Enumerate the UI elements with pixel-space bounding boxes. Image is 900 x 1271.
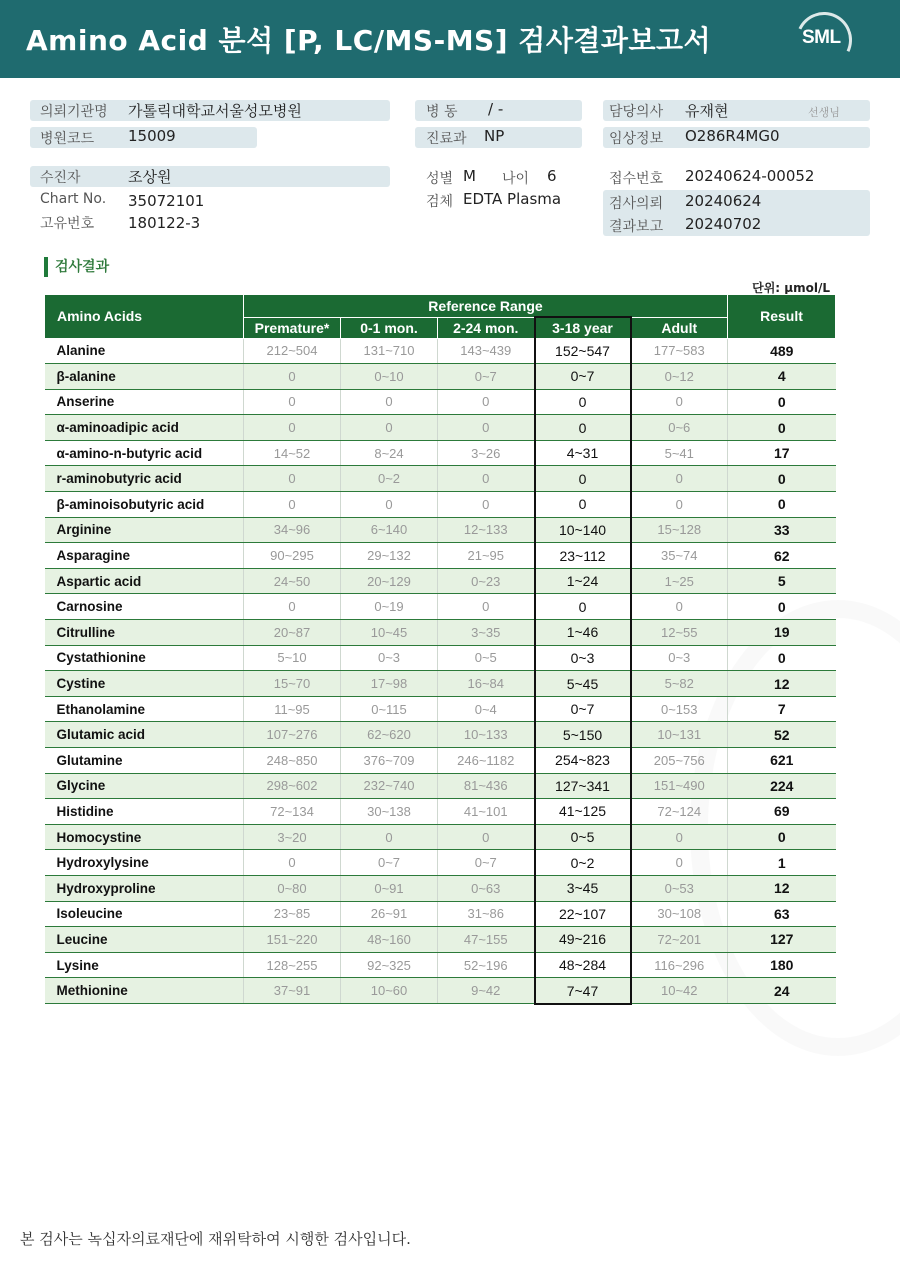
reference-range-cell: 90~295 [244, 543, 341, 569]
amino-acid-name: r-aminobutyric acid [45, 466, 244, 492]
table-row [45, 440, 836, 466]
reference-range-cell: 0 [631, 824, 728, 850]
reference-range-cell: 30~108 [631, 901, 728, 927]
unique-label: 고유번호 [40, 216, 95, 232]
table-row [45, 799, 836, 825]
amino-acid-name: Histidine [45, 799, 244, 825]
reference-range-cell: 0 [244, 466, 341, 492]
result-value: 12 [728, 671, 836, 697]
reference-range-cell: 0 [341, 824, 438, 850]
reference-range-cell: 81~436 [438, 773, 535, 799]
reference-range-cell: 151~490 [631, 773, 728, 799]
table-row [45, 645, 836, 671]
reference-range-cell: 0 [535, 594, 631, 620]
chart-value: 35072101 [128, 192, 205, 210]
reference-range-cell: 3~20 [244, 824, 341, 850]
reference-range-cell: 1~46 [535, 620, 631, 646]
result-value: 0 [728, 824, 836, 850]
reference-range-cell: 3~26 [438, 440, 535, 466]
reference-range-cell: 5~82 [631, 671, 728, 697]
table-row [45, 568, 836, 594]
hospital-code-value: 15009 [128, 127, 176, 145]
reference-range-cell: 0~91 [341, 875, 438, 901]
col-header-amino-acids: Amino Acids [45, 295, 244, 339]
reference-range-cell: 5~45 [535, 671, 631, 697]
result-value: 224 [728, 773, 836, 799]
reference-range-cell: 0~153 [631, 696, 728, 722]
amino-acid-name: Anserine [45, 389, 244, 415]
reference-range-cell: 127~341 [535, 773, 631, 799]
unique-value: 180122-3 [128, 214, 201, 232]
reference-range-cell: 12~133 [438, 517, 535, 543]
reference-range-cell: 298~602 [244, 773, 341, 799]
table-row [45, 952, 836, 978]
reference-range-cell: 0~115 [341, 696, 438, 722]
dept-label: 진료과 [426, 131, 467, 147]
reference-range-cell: 3~35 [438, 620, 535, 646]
col-header-2-24-mon: 2-24 mon. [438, 317, 535, 338]
reference-range-cell: 152~547 [535, 338, 631, 364]
reference-range-cell: 4~31 [535, 440, 631, 466]
reference-range-cell: 48~160 [341, 927, 438, 953]
reference-range-cell: 0 [244, 364, 341, 390]
reference-range-cell: 11~95 [244, 696, 341, 722]
reference-range-cell: 10~42 [631, 978, 728, 1004]
result-value: 0 [728, 645, 836, 671]
table-row [45, 927, 836, 953]
reference-range-cell: 3~45 [535, 875, 631, 901]
patient-label: 수진자 [40, 170, 81, 186]
amino-acid-name: Hydroxyproline [45, 875, 244, 901]
reference-range-cell: 47~155 [438, 927, 535, 953]
amino-acid-name: Hydroxylysine [45, 850, 244, 876]
reference-range-cell: 23~85 [244, 901, 341, 927]
reference-range-cell: 0~4 [438, 696, 535, 722]
reference-range-cell: 0 [438, 824, 535, 850]
reference-range-cell: 0 [438, 415, 535, 441]
reference-range-cell: 10~45 [341, 620, 438, 646]
reference-range-cell: 72~201 [631, 927, 728, 953]
table-row [45, 543, 836, 569]
reference-range-cell: 31~86 [438, 901, 535, 927]
reference-range-cell: 246~1182 [438, 748, 535, 774]
amino-acid-name: Methionine [45, 978, 244, 1004]
reference-range-cell: 52~196 [438, 952, 535, 978]
amino-acid-name: Leucine [45, 927, 244, 953]
reference-range-cell: 26~91 [341, 901, 438, 927]
table-row [45, 389, 836, 415]
reference-range-cell: 0~7 [438, 850, 535, 876]
reference-range-cell: 131~710 [341, 338, 438, 364]
reference-range-cell: 30~138 [341, 799, 438, 825]
amino-acid-name: α-aminoadipic acid [45, 415, 244, 441]
reference-range-cell: 0~5 [438, 645, 535, 671]
reference-range-cell: 151~220 [244, 927, 341, 953]
reference-range-cell: 143~439 [438, 338, 535, 364]
specimen-label: 검체 [426, 194, 454, 210]
table-row [45, 748, 836, 774]
hospital-code-label: 병원코드 [40, 131, 95, 147]
reference-range-cell: 0~2 [535, 850, 631, 876]
reference-range-cell: 0 [244, 492, 341, 518]
reference-range-cell: 248~850 [244, 748, 341, 774]
reference-range-cell: 0~3 [631, 645, 728, 671]
reference-range-cell: 0 [631, 492, 728, 518]
result-value: 33 [728, 517, 836, 543]
col-header-adult: Adult [631, 317, 728, 338]
reference-range-cell: 0~7 [535, 364, 631, 390]
reference-range-cell: 0~3 [535, 645, 631, 671]
col-header-0-1-mon: 0-1 mon. [341, 317, 438, 338]
reference-range-cell: 0~12 [631, 364, 728, 390]
sml-logo [796, 12, 854, 66]
ward-label: 병 동 [426, 104, 458, 120]
sex-label: 성별 [426, 171, 454, 187]
report-header [0, 0, 900, 78]
reference-range-cell: 34~96 [244, 517, 341, 543]
result-value: 17 [728, 440, 836, 466]
reference-range-cell: 17~98 [341, 671, 438, 697]
amino-acid-name: Ethanolamine [45, 696, 244, 722]
reference-range-cell: 5~150 [535, 722, 631, 748]
reference-range-cell: 0~7 [438, 364, 535, 390]
reference-range-cell: 48~284 [535, 952, 631, 978]
reference-range-cell: 62~620 [341, 722, 438, 748]
reference-range-cell: 0~7 [341, 850, 438, 876]
reference-range-cell: 107~276 [244, 722, 341, 748]
reference-range-cell: 254~823 [535, 748, 631, 774]
result-value: 0 [728, 389, 836, 415]
doctor-suffix: 선생님 [808, 106, 840, 119]
institution-label: 의뢰기관명 [40, 104, 108, 120]
reference-range-cell: 20~87 [244, 620, 341, 646]
reference-range-cell: 15~128 [631, 517, 728, 543]
reference-range-cell: 41~125 [535, 799, 631, 825]
report-title: Amino Acid 분석 [P, LC/MS-MS] 검사결과보고서 [26, 24, 712, 57]
reference-range-cell: 7~47 [535, 978, 631, 1004]
amino-acid-name: Aspartic acid [45, 568, 244, 594]
amino-acid-name: Glutamic acid [45, 722, 244, 748]
reference-range-cell: 92~325 [341, 952, 438, 978]
patient-value: 조상원 [128, 168, 172, 186]
reference-range-cell: 0 [244, 594, 341, 620]
reference-range-cell: 0 [535, 492, 631, 518]
result-value: 12 [728, 875, 836, 901]
amino-acid-name: Alanine [45, 338, 244, 364]
table-row [45, 594, 836, 620]
reference-range-cell: 72~134 [244, 799, 341, 825]
dept-value: NP [484, 127, 505, 145]
result-value: 0 [728, 594, 836, 620]
reference-range-cell: 128~255 [244, 952, 341, 978]
table-row [45, 338, 836, 364]
amino-acid-name: Lysine [45, 952, 244, 978]
result-value: 0 [728, 415, 836, 441]
age-label: 나이 [502, 171, 530, 187]
reference-range-cell: 5~41 [631, 440, 728, 466]
reference-range-cell: 0 [341, 415, 438, 441]
amino-acid-name: Cystathionine [45, 645, 244, 671]
table-row [45, 875, 836, 901]
col-header-result: Result [728, 295, 836, 339]
reference-range-cell: 0~3 [341, 645, 438, 671]
result-value: 127 [728, 927, 836, 953]
result-value: 489 [728, 338, 836, 364]
chart-label: Chart No. [40, 191, 107, 207]
specimen-value: EDTA Plasma [463, 190, 562, 208]
receipt-label: 접수번호 [609, 171, 664, 187]
reference-range-cell: 10~131 [631, 722, 728, 748]
col-header-premature: Premature* [244, 317, 341, 338]
reference-range-cell: 72~124 [631, 799, 728, 825]
reference-range-cell: 232~740 [341, 773, 438, 799]
table-row [45, 671, 836, 697]
result-value: 4 [728, 364, 836, 390]
request-label: 검사의뢰 [609, 196, 664, 212]
table-row [45, 415, 836, 441]
reference-range-cell: 0~80 [244, 875, 341, 901]
sex-value: M [463, 167, 476, 185]
ward-value: / - [488, 100, 504, 118]
result-value: 52 [728, 722, 836, 748]
reference-range-cell: 0 [631, 389, 728, 415]
receipt-value: 20240624-00052 [685, 167, 815, 185]
table-row [45, 824, 836, 850]
reference-range-cell: 0~10 [341, 364, 438, 390]
reference-range-cell: 205~756 [631, 748, 728, 774]
reference-range-cell: 0 [631, 594, 728, 620]
reference-range-cell: 9~42 [438, 978, 535, 1004]
reference-range-cell: 0 [438, 594, 535, 620]
clinical-value: O286R4MG0 [685, 127, 780, 145]
reference-range-cell: 37~91 [244, 978, 341, 1004]
reference-range-cell: 24~50 [244, 568, 341, 594]
reference-range-cell: 0 [438, 492, 535, 518]
result-value: 5 [728, 568, 836, 594]
reference-range-cell: 35~74 [631, 543, 728, 569]
table-row [45, 466, 836, 492]
reference-range-cell: 15~70 [244, 671, 341, 697]
reference-range-cell: 0 [535, 415, 631, 441]
results-table [44, 294, 836, 1005]
doctor-label: 담당의사 [609, 104, 664, 120]
reference-range-cell: 10~140 [535, 517, 631, 543]
result-value: 63 [728, 901, 836, 927]
amino-acid-name: Glycine [45, 773, 244, 799]
result-value: 0 [728, 492, 836, 518]
reference-range-cell: 49~216 [535, 927, 631, 953]
amino-acid-name: Asparagine [45, 543, 244, 569]
reference-range-cell: 12~55 [631, 620, 728, 646]
reference-range-cell: 22~107 [535, 901, 631, 927]
reference-range-cell: 0~19 [341, 594, 438, 620]
reference-range-cell: 14~52 [244, 440, 341, 466]
reference-range-cell: 0 [244, 415, 341, 441]
amino-acid-name: Isoleucine [45, 901, 244, 927]
reference-range-cell: 212~504 [244, 338, 341, 364]
amino-acid-name: Homocystine [45, 824, 244, 850]
amino-acid-name: β-alanine [45, 364, 244, 390]
clinical-label: 임상정보 [609, 131, 664, 147]
table-row [45, 364, 836, 390]
reference-range-cell: 16~84 [438, 671, 535, 697]
result-value: 69 [728, 799, 836, 825]
reference-range-cell: 6~140 [341, 517, 438, 543]
table-row [45, 492, 836, 518]
reference-range-cell: 0 [438, 466, 535, 492]
result-value: 7 [728, 696, 836, 722]
amino-acid-name: Glutamine [45, 748, 244, 774]
footer-note: 본 검사는 녹십자의료재단에 재위탁하여 시행한 검사입니다. [20, 1230, 411, 1248]
reference-range-cell: 0~63 [438, 875, 535, 901]
reference-range-cell: 0~6 [631, 415, 728, 441]
reference-range-cell: 0 [341, 492, 438, 518]
reference-range-cell: 21~95 [438, 543, 535, 569]
reference-range-cell: 0 [631, 466, 728, 492]
table-row [45, 773, 836, 799]
reference-range-cell: 41~101 [438, 799, 535, 825]
table-row [45, 978, 836, 1004]
reference-range-cell: 5~10 [244, 645, 341, 671]
result-value: 180 [728, 952, 836, 978]
reference-range-cell: 1~25 [631, 568, 728, 594]
result-value: 0 [728, 466, 836, 492]
reference-range-cell: 116~296 [631, 952, 728, 978]
section-title: 검사결과 [44, 257, 109, 277]
reference-range-cell: 0~23 [438, 568, 535, 594]
result-value: 1 [728, 850, 836, 876]
reference-range-cell: 0 [438, 389, 535, 415]
age-value: 6 [547, 167, 557, 185]
table-row [45, 722, 836, 748]
reference-range-cell: 23~112 [535, 543, 631, 569]
reference-range-cell: 177~583 [631, 338, 728, 364]
result-value: 19 [728, 620, 836, 646]
reference-range-cell: 0~2 [341, 466, 438, 492]
reference-range-cell: 0 [535, 466, 631, 492]
institution-value: 가톨릭대학교서울성모병원 [128, 102, 302, 120]
result-value: 62 [728, 543, 836, 569]
doctor-value: 유재현 [685, 102, 729, 120]
reference-range-cell: 8~24 [341, 440, 438, 466]
table-row [45, 517, 836, 543]
reference-range-cell: 0 [341, 389, 438, 415]
col-header-3-18-year: 3-18 year [535, 317, 631, 338]
table-row [45, 850, 836, 876]
patient-bar [30, 166, 390, 187]
table-row [45, 696, 836, 722]
col-header-reference-range: Reference Range [244, 295, 728, 318]
request-value: 20240624 [685, 192, 762, 210]
result-value: 24 [728, 978, 836, 1004]
reference-range-cell: 0~5 [535, 824, 631, 850]
reference-range-cell: 10~60 [341, 978, 438, 1004]
report-label: 결과보고 [609, 219, 664, 235]
amino-acid-name: α-amino-n-butyric acid [45, 440, 244, 466]
reference-range-cell: 29~132 [341, 543, 438, 569]
reference-range-cell: 376~709 [341, 748, 438, 774]
reference-range-cell: 1~24 [535, 568, 631, 594]
reference-range-cell: 0~53 [631, 875, 728, 901]
reference-range-cell: 0~7 [535, 696, 631, 722]
reference-range-cell: 10~133 [438, 722, 535, 748]
reference-range-cell: 0 [244, 389, 341, 415]
table-row [45, 901, 836, 927]
amino-acid-name: Carnosine [45, 594, 244, 620]
logo-text: SML [802, 27, 841, 48]
amino-acid-name: Arginine [45, 517, 244, 543]
amino-acid-name: β-aminoisobutyric acid [45, 492, 244, 518]
result-value: 621 [728, 748, 836, 774]
reference-range-cell: 0 [535, 389, 631, 415]
table-row [45, 620, 836, 646]
amino-acid-name: Cystine [45, 671, 244, 697]
reference-range-cell: 0 [244, 850, 341, 876]
amino-acid-name: Citrulline [45, 620, 244, 646]
reference-range-cell: 0 [631, 850, 728, 876]
reference-range-cell: 20~129 [341, 568, 438, 594]
unit-label: 단위: µmol/L [752, 281, 830, 295]
report-value: 20240702 [685, 215, 762, 233]
